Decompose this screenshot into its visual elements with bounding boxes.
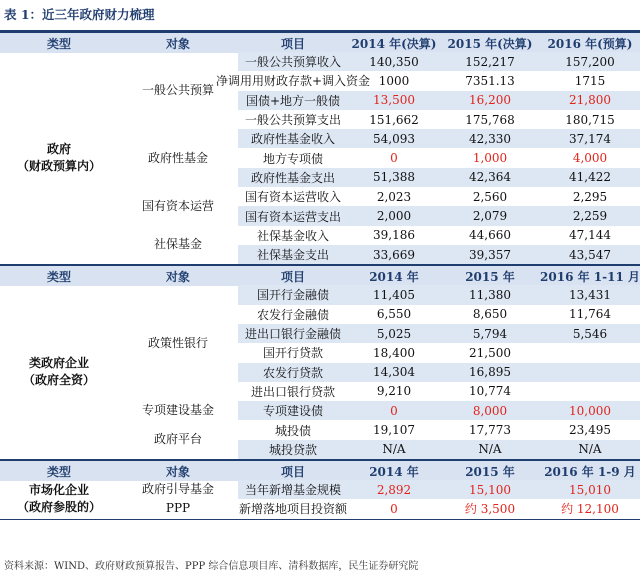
value-cell: 2,295 bbox=[572, 189, 608, 204]
value-cell: 11,405 bbox=[348, 285, 440, 304]
type-label-line: 政府 bbox=[46, 142, 71, 157]
type-label-line: （财政预算内） bbox=[16, 159, 101, 174]
value-cell: 42,364 bbox=[440, 168, 540, 187]
value-cell: N/A bbox=[540, 440, 640, 459]
item-cell: 当年新增基金规模 bbox=[238, 480, 348, 499]
value-cell: 157,200 bbox=[540, 52, 640, 71]
value-cell: 8,650 bbox=[472, 307, 508, 322]
type-label-line: （政府参股的） bbox=[16, 500, 101, 515]
value-cell: 13,431 bbox=[540, 285, 640, 304]
value-cell: 151,662 bbox=[369, 112, 419, 127]
header-cell: 2016 年 1-9 月 bbox=[544, 464, 636, 479]
header-cell: 项目 bbox=[280, 464, 305, 479]
value-cell: 5,025 bbox=[348, 324, 440, 343]
value-cell: 43,547 bbox=[540, 245, 640, 264]
value-cell: N/A bbox=[440, 440, 540, 459]
object-cell: 政策性银行 bbox=[147, 335, 208, 350]
value-cell: 37,174 bbox=[540, 129, 640, 148]
value-cell: 54,093 bbox=[348, 129, 440, 148]
value-cell: 2,023 bbox=[376, 189, 412, 204]
value-cell: 8,000 bbox=[440, 401, 540, 420]
value-cell: 16,200 bbox=[440, 91, 540, 110]
value-cell: 14,304 bbox=[348, 363, 440, 382]
value-cell: 15,010 bbox=[540, 480, 640, 499]
value-cell: 41,422 bbox=[540, 168, 640, 187]
value-cell bbox=[540, 382, 640, 401]
header-row bbox=[0, 32, 640, 53]
object-cell: 国有资本运营 bbox=[141, 198, 214, 213]
header-cell: 2015 年 bbox=[465, 269, 515, 284]
item-cell: 国债+地方一般债 bbox=[238, 91, 348, 110]
type-label-line: （政府全资） bbox=[22, 373, 95, 388]
header-cell: 对象 bbox=[165, 464, 190, 479]
value-cell: 47,144 bbox=[569, 228, 611, 243]
value-cell: 18,400 bbox=[373, 345, 415, 360]
value-cell: 1,000 bbox=[472, 151, 508, 166]
value-cell: 2,259 bbox=[540, 206, 640, 225]
item-cell: 进出口银行金融债 bbox=[238, 324, 348, 343]
item-cell: 社保基金支出 bbox=[238, 245, 348, 264]
object-cell: 政府平台 bbox=[153, 432, 202, 447]
object-cell: 社保基金 bbox=[153, 237, 202, 252]
value-cell: 180,715 bbox=[565, 112, 615, 127]
value-cell: 10,774 bbox=[469, 384, 511, 399]
header-cell: 项目 bbox=[280, 36, 305, 51]
value-cell: 4,000 bbox=[572, 151, 608, 166]
source-note: 资料来源：WIND、政府财政预算报告、PPP 综合信息项目库、清科数据库，民生证券研究院 bbox=[4, 561, 419, 572]
header-cell: 2014 年 bbox=[369, 269, 419, 284]
item-cell: 农发行贷款 bbox=[238, 363, 348, 382]
header-cell: 2016 年(预算) bbox=[547, 36, 633, 51]
value-cell: 2,560 bbox=[472, 189, 508, 204]
header-row bbox=[0, 265, 640, 286]
value-cell: 175,768 bbox=[465, 112, 515, 127]
item-cell: 地方专项债 bbox=[262, 151, 323, 166]
item-cell: 净调用用财政存款+调入资金 bbox=[215, 74, 371, 89]
item-cell: 国开行贷款 bbox=[262, 346, 323, 361]
value-cell: 21,800 bbox=[540, 91, 640, 110]
value-cell: 33,669 bbox=[348, 245, 440, 264]
item-cell: 社保基金收入 bbox=[256, 228, 329, 243]
object-cell: 政府性基金 bbox=[147, 150, 208, 165]
value-cell: 0 bbox=[348, 401, 440, 420]
value-cell: 11,764 bbox=[569, 307, 611, 322]
header-cell: 类型 bbox=[46, 269, 71, 284]
value-cell: 2,079 bbox=[440, 206, 540, 225]
object-cell: 一般公共预算 bbox=[141, 83, 214, 98]
header-cell: 类型 bbox=[46, 464, 71, 479]
header-cell: 2014 年 bbox=[369, 464, 419, 479]
item-cell: 国有资本运营支出 bbox=[238, 206, 348, 225]
value-cell: 42,330 bbox=[440, 129, 540, 148]
value-cell bbox=[540, 363, 640, 382]
header-cell: 对象 bbox=[165, 36, 190, 51]
item-cell: 国有资本运营收入 bbox=[244, 190, 341, 205]
item-cell: 城投贷款 bbox=[238, 440, 348, 459]
value-cell: 39,186 bbox=[373, 228, 415, 243]
header-row bbox=[0, 460, 640, 481]
header-cell: 2016 年 1-11 月 bbox=[540, 269, 640, 284]
value-cell: 23,495 bbox=[569, 423, 611, 438]
value-cell: 2,892 bbox=[348, 480, 440, 499]
value-cell: 约 3,500 bbox=[464, 502, 516, 517]
item-cell: 进出口银行贷款 bbox=[250, 384, 335, 399]
header-cell: 类型 bbox=[46, 36, 71, 51]
value-cell: 13,500 bbox=[348, 91, 440, 110]
value-cell: 1000 bbox=[378, 73, 410, 88]
object-cell: 政府引导基金 bbox=[141, 482, 214, 497]
value-cell: 5,794 bbox=[440, 324, 540, 343]
table-title: 表 1：近三年政府财力梳理 bbox=[4, 7, 155, 22]
value-cell: 9,210 bbox=[376, 384, 412, 399]
value-cell: 51,388 bbox=[348, 168, 440, 187]
value-cell: 2,000 bbox=[348, 206, 440, 225]
value-cell: 44,660 bbox=[469, 228, 511, 243]
value-cell: 6,550 bbox=[376, 307, 412, 322]
value-cell: 19,107 bbox=[373, 423, 415, 438]
item-cell: 专项建设债 bbox=[238, 401, 348, 420]
item-cell: 农发行金融债 bbox=[256, 307, 329, 322]
item-cell: 一般公共预算支出 bbox=[244, 113, 341, 128]
section-divider bbox=[0, 519, 640, 520]
value-cell: 152,217 bbox=[440, 52, 540, 71]
item-cell: 城投债 bbox=[274, 423, 311, 438]
header-cell: 2014 年(决算) bbox=[351, 36, 437, 51]
type-label-line: 类政府企业 bbox=[28, 356, 89, 371]
item-cell: 政府性基金支出 bbox=[238, 168, 348, 187]
item-cell: 一般公共预算收入 bbox=[238, 52, 348, 71]
object-cell: PPP bbox=[165, 501, 191, 516]
item-cell: 新增落地项目投资额 bbox=[238, 502, 347, 517]
type-cell bbox=[0, 480, 118, 519]
value-cell: 16,895 bbox=[440, 363, 540, 382]
value-cell: 15,100 bbox=[440, 480, 540, 499]
header-cell: 项目 bbox=[280, 269, 305, 284]
type-label-line: 市场化企业 bbox=[28, 483, 89, 498]
value-cell: 1715 bbox=[574, 73, 606, 88]
value-cell bbox=[540, 343, 640, 362]
header-cell: 对象 bbox=[165, 269, 190, 284]
value-cell: 5,546 bbox=[540, 324, 640, 343]
value-cell: 11,380 bbox=[440, 285, 540, 304]
type-cell bbox=[0, 285, 118, 459]
value-cell: 7351.13 bbox=[465, 73, 515, 88]
type-cell bbox=[0, 52, 118, 264]
object-cell: 专项建设基金 bbox=[141, 403, 214, 418]
value-cell: 0 bbox=[390, 151, 398, 166]
value-cell: 21,500 bbox=[469, 345, 511, 360]
header-cell: 2015 年 bbox=[465, 464, 515, 479]
value-cell: 0 bbox=[390, 501, 398, 516]
value-cell: 140,350 bbox=[348, 52, 440, 71]
value-cell: 约 12,100 bbox=[561, 502, 619, 517]
item-cell: 政府性基金收入 bbox=[238, 129, 348, 148]
value-cell: N/A bbox=[348, 440, 440, 459]
value-cell: 39,357 bbox=[440, 245, 540, 264]
item-cell: 国开行金融债 bbox=[238, 285, 348, 304]
header-cell: 2015 年(决算) bbox=[447, 36, 533, 51]
value-cell: 10,000 bbox=[540, 401, 640, 420]
value-cell: 17,773 bbox=[469, 423, 511, 438]
